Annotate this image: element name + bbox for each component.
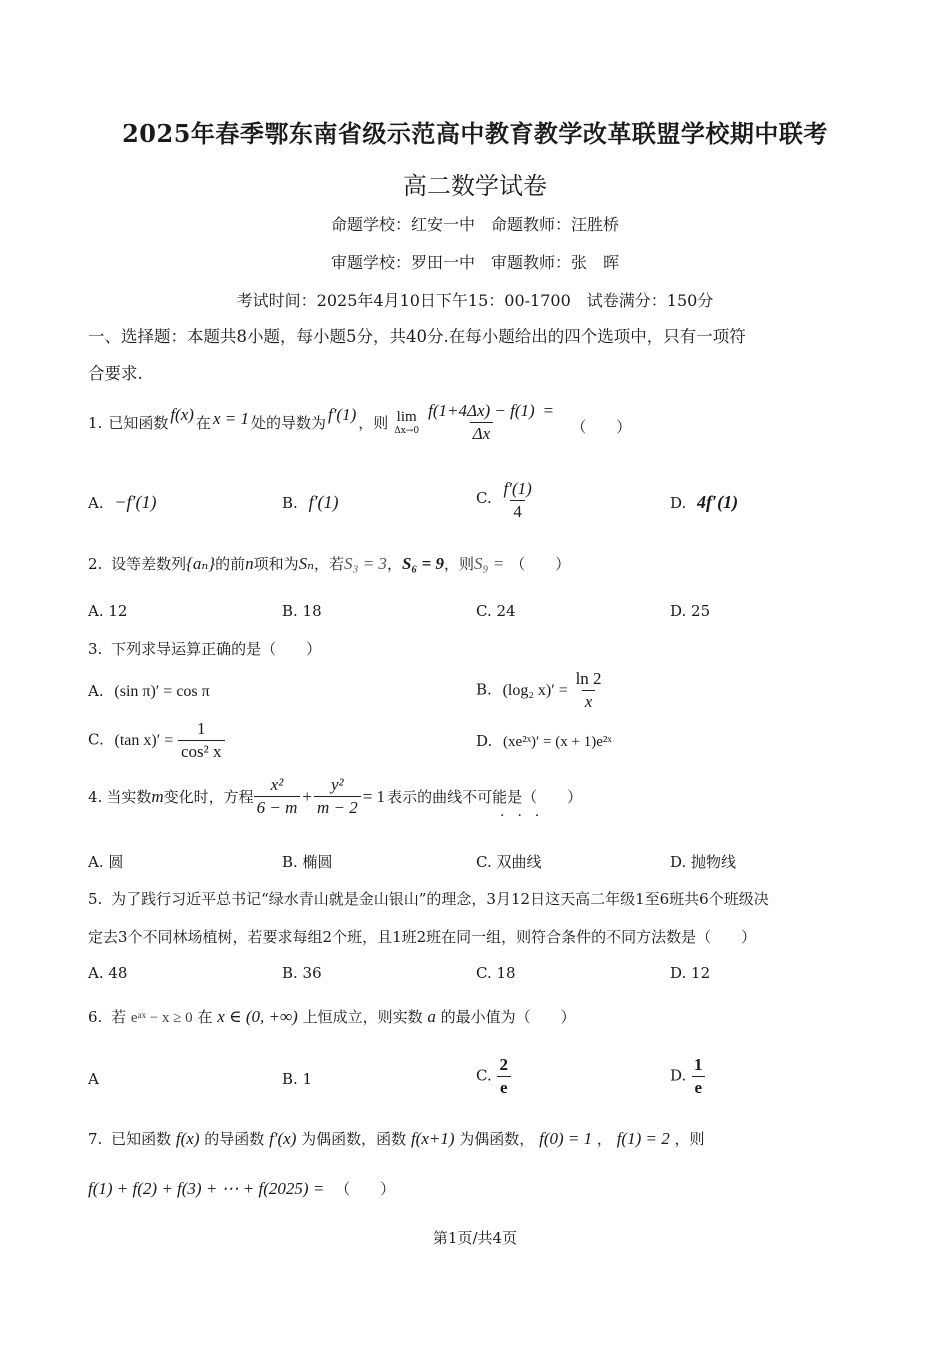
page-footer: 第1页/共4页 xyxy=(432,1229,518,1247)
fraction-denominator: e xyxy=(692,1076,706,1099)
q4-text: 当实数 xyxy=(106,788,152,806)
q6-math-interval: x ∈ (0, +∞) xyxy=(217,1007,298,1026)
q1-blank: （ ） xyxy=(571,418,632,436)
fraction-numerator: 1 xyxy=(197,719,206,738)
q3-number: 3. xyxy=(88,640,103,658)
q4-fraction-x xyxy=(254,774,301,819)
fraction-denominator: x xyxy=(582,690,596,713)
q2-math-s3: S₃ = 3 xyxy=(344,554,387,573)
option-label: C. xyxy=(476,488,492,507)
q3-option-a[interactable] xyxy=(88,682,210,701)
q2-text: 的前 xyxy=(215,555,246,573)
q1-option-b[interactable] xyxy=(282,492,339,513)
q4-text: 变化时，方程 xyxy=(163,788,254,806)
option-fraction xyxy=(501,478,535,523)
q7-blank: （ ） xyxy=(335,1180,396,1198)
q1-lim-sub: Δx→0 xyxy=(394,426,420,436)
q6-math-a: a xyxy=(427,1007,436,1026)
q1-math-x1: x = 1 xyxy=(212,408,249,428)
q4-option-c[interactable]: C. 双曲线 xyxy=(476,853,542,871)
q6-text: 上恒成立，则实数 xyxy=(302,1008,423,1026)
option-label: B. xyxy=(476,680,492,699)
q7-text: 已知函数 xyxy=(111,1130,172,1148)
q1-text: 处的导数为 xyxy=(250,414,326,432)
q1-option-c[interactable] xyxy=(476,478,535,523)
q2-option-d[interactable]: D. 25 xyxy=(670,602,711,620)
option-label: A. xyxy=(88,494,104,512)
fraction-denominator: 6 − m xyxy=(254,796,301,819)
question-3 xyxy=(88,638,321,659)
option-label: C. xyxy=(476,1066,492,1085)
q5-option-b[interactable]: B. 36 xyxy=(282,964,322,982)
option-label: C. xyxy=(88,730,104,749)
q3-option-b[interactable] xyxy=(476,668,605,713)
q1-numerator: f(1+4Δx) − f(1) xyxy=(428,401,535,420)
q7-math-f0: f(0) = 1 xyxy=(539,1129,593,1148)
q2-math-s6: S₆ = 9 xyxy=(401,554,445,573)
q7-text: ，则 xyxy=(674,1130,705,1148)
fraction-denominator: e xyxy=(497,1076,511,1099)
question-2 xyxy=(88,553,570,574)
fraction-numerator: ln 2 xyxy=(575,669,602,688)
q1-denominator: Δx xyxy=(470,422,494,445)
q4-option-a[interactable]: A. 圆 xyxy=(88,853,124,871)
q4-equals-one: = 1 xyxy=(362,786,386,806)
option-label: D. xyxy=(670,1066,687,1085)
q1-text: 已知函数 xyxy=(108,414,169,432)
q4-text: 表示的曲线不可能是（ ） xyxy=(387,788,583,806)
fraction-numerator: f′(1) xyxy=(503,479,532,498)
q1-math-derivative: f′(1) xyxy=(327,404,357,424)
q1-option-d[interactable] xyxy=(670,492,738,513)
q4-fraction-y xyxy=(314,774,361,819)
fraction-numerator: 1 xyxy=(694,1055,703,1074)
fraction-numerator: x² xyxy=(270,775,284,794)
q2-option-b[interactable]: B. 18 xyxy=(282,602,322,620)
option-label: A. xyxy=(88,682,104,700)
q2-text: ，若 xyxy=(314,555,345,573)
q6-text: 若 xyxy=(111,1008,127,1026)
q4-math-m: m xyxy=(151,786,164,806)
fraction-denominator: 4 xyxy=(510,500,525,523)
q7-text: 为偶函数，函数 xyxy=(301,1130,407,1148)
q7-math-fprime: f′(x) xyxy=(269,1129,297,1148)
q6-math-inequality: eᵃˣ − x ≥ 0 xyxy=(130,1010,193,1026)
fraction-numerator: 2 xyxy=(499,1055,508,1074)
option-math: 4f′(1) xyxy=(697,492,739,512)
fraction-denominator: cos² x xyxy=(178,740,225,763)
exam-info: 考试时间：2025年4月10日下午15：00-1700 试卷满分：150分 xyxy=(236,291,714,310)
q7-math-fx1: f(x+1) xyxy=(410,1129,455,1148)
q3-text: 下列求导运算正确的是（ ） xyxy=(111,640,322,658)
author-line-1: 命题学校：红安一中 命题教师：汪胜桥 xyxy=(330,215,619,234)
option-math: f′(1) xyxy=(308,492,339,512)
exam-title: 2025年春季鄂东南省级示范高中教育教学改革联盟学校期中联考 xyxy=(122,119,828,148)
q6-option-d[interactable] xyxy=(670,1054,706,1099)
q1-text: 在 xyxy=(195,414,211,432)
q2-math-n: n xyxy=(245,554,254,573)
fraction-denominator: m − 2 xyxy=(314,796,361,819)
q2-option-a[interactable]: A. 12 xyxy=(88,602,128,620)
option-math: (tan x)′ = xyxy=(114,731,174,749)
section-line-1: 一、选择题：本题共8小题，每小题5分，共40分.在每小题给出的四个选项中，只有一项符 xyxy=(88,327,746,346)
q7-line-2 xyxy=(88,1178,395,1199)
q6-option-a[interactable]: A xyxy=(88,1070,99,1088)
author-line-2: 审题学校：罗田一中 审题教师：张 晖 xyxy=(330,253,619,272)
q6-text: 的最小值为（ ） xyxy=(440,1008,576,1026)
option-fraction xyxy=(691,1054,706,1099)
q2-math-sn: Sₙ xyxy=(298,554,315,573)
q5-option-d[interactable]: D. 12 xyxy=(670,964,711,982)
q5-line-1: 为了践行习近平总书记“绿水青山就是金山银山”的理念，3月12日这天高二年级1至6班共6个班级决 xyxy=(111,890,769,908)
q2-text: ，则 xyxy=(444,555,475,573)
q2-blank: （ ） xyxy=(510,555,571,573)
q2-option-c[interactable]: C. 24 xyxy=(476,602,516,620)
q2-text: 设等差数列 xyxy=(111,555,187,573)
q1-text: ，则 xyxy=(358,414,389,432)
q7-text: ， xyxy=(596,1130,612,1148)
q1-equals: = xyxy=(543,400,554,420)
q7-text: 为偶函数， xyxy=(459,1130,535,1148)
q2-number: 2. xyxy=(88,555,103,573)
option-label: D. xyxy=(670,494,687,512)
q4-option-b[interactable]: B. 椭圆 xyxy=(282,853,333,871)
q7-math-sum: f(1) + f(2) + f(3) + ⋯ + f(2025) = xyxy=(88,1179,325,1198)
option-math: −f′(1) xyxy=(114,492,157,512)
option-label: B. xyxy=(282,494,298,512)
q2-text: ， xyxy=(386,555,402,573)
option-math: (xe²ˣ)′ = (x + 1)e²ˣ xyxy=(503,734,612,750)
section-heading xyxy=(88,318,868,392)
q2-math-an: {aₙ} xyxy=(186,554,216,573)
q1-lim: lim xyxy=(396,409,417,425)
option-label: D. xyxy=(476,732,493,750)
section-line-2: 合要求. xyxy=(88,364,143,383)
q2-text: 项和为 xyxy=(253,555,299,573)
q7-number: 7. xyxy=(88,1130,103,1148)
option-math: (log₂ x)′ = xyxy=(502,681,568,699)
q1-limit-fraction xyxy=(425,400,538,445)
option-fraction xyxy=(573,668,605,713)
emphasis-dots: ··· xyxy=(500,808,553,824)
q4-option-d[interactable]: D. 抛物线 xyxy=(670,853,737,871)
q6-option-b[interactable]: B. 1 xyxy=(282,1070,313,1088)
fraction-numerator: y² xyxy=(331,775,344,794)
q1-number: 1. xyxy=(88,413,103,432)
q5-number: 5. xyxy=(88,890,103,908)
q1-option-a[interactable] xyxy=(88,492,156,513)
question-5 xyxy=(88,888,769,909)
q4-number: 4. xyxy=(88,787,103,806)
q4-plus: + xyxy=(302,786,312,806)
q7-math-f1: f(1) = 2 xyxy=(616,1129,670,1148)
q6-text: 在 xyxy=(197,1008,213,1026)
option-math: (sin π)′ = cos π xyxy=(114,683,210,700)
option-fraction xyxy=(497,1054,512,1099)
q2-math-s9: S₉ = xyxy=(474,554,505,573)
q6-option-c[interactable] xyxy=(476,1054,511,1099)
exam-subtitle: 高二数学试卷 xyxy=(403,172,547,200)
q5-option-a[interactable]: A. 48 xyxy=(88,964,128,982)
q5-line-2: 定去3个不同林场植树，若要求每组2个班，且1班2班在同一组，则符合条件的不同方法数是（ ） xyxy=(88,928,757,946)
question-6 xyxy=(88,1006,576,1027)
q3-option-d[interactable] xyxy=(476,732,612,751)
q7-math-fx: f(x) xyxy=(175,1129,200,1148)
question-7 xyxy=(88,1128,705,1149)
question-1 xyxy=(88,400,631,445)
q6-number: 6. xyxy=(88,1008,103,1026)
q7-text: 的导函数 xyxy=(204,1130,265,1148)
q3-option-c[interactable] xyxy=(88,718,225,763)
option-fraction xyxy=(178,718,225,763)
q5-option-c[interactable]: C. 18 xyxy=(476,964,516,982)
q1-math-fx: f(x) xyxy=(170,404,194,424)
